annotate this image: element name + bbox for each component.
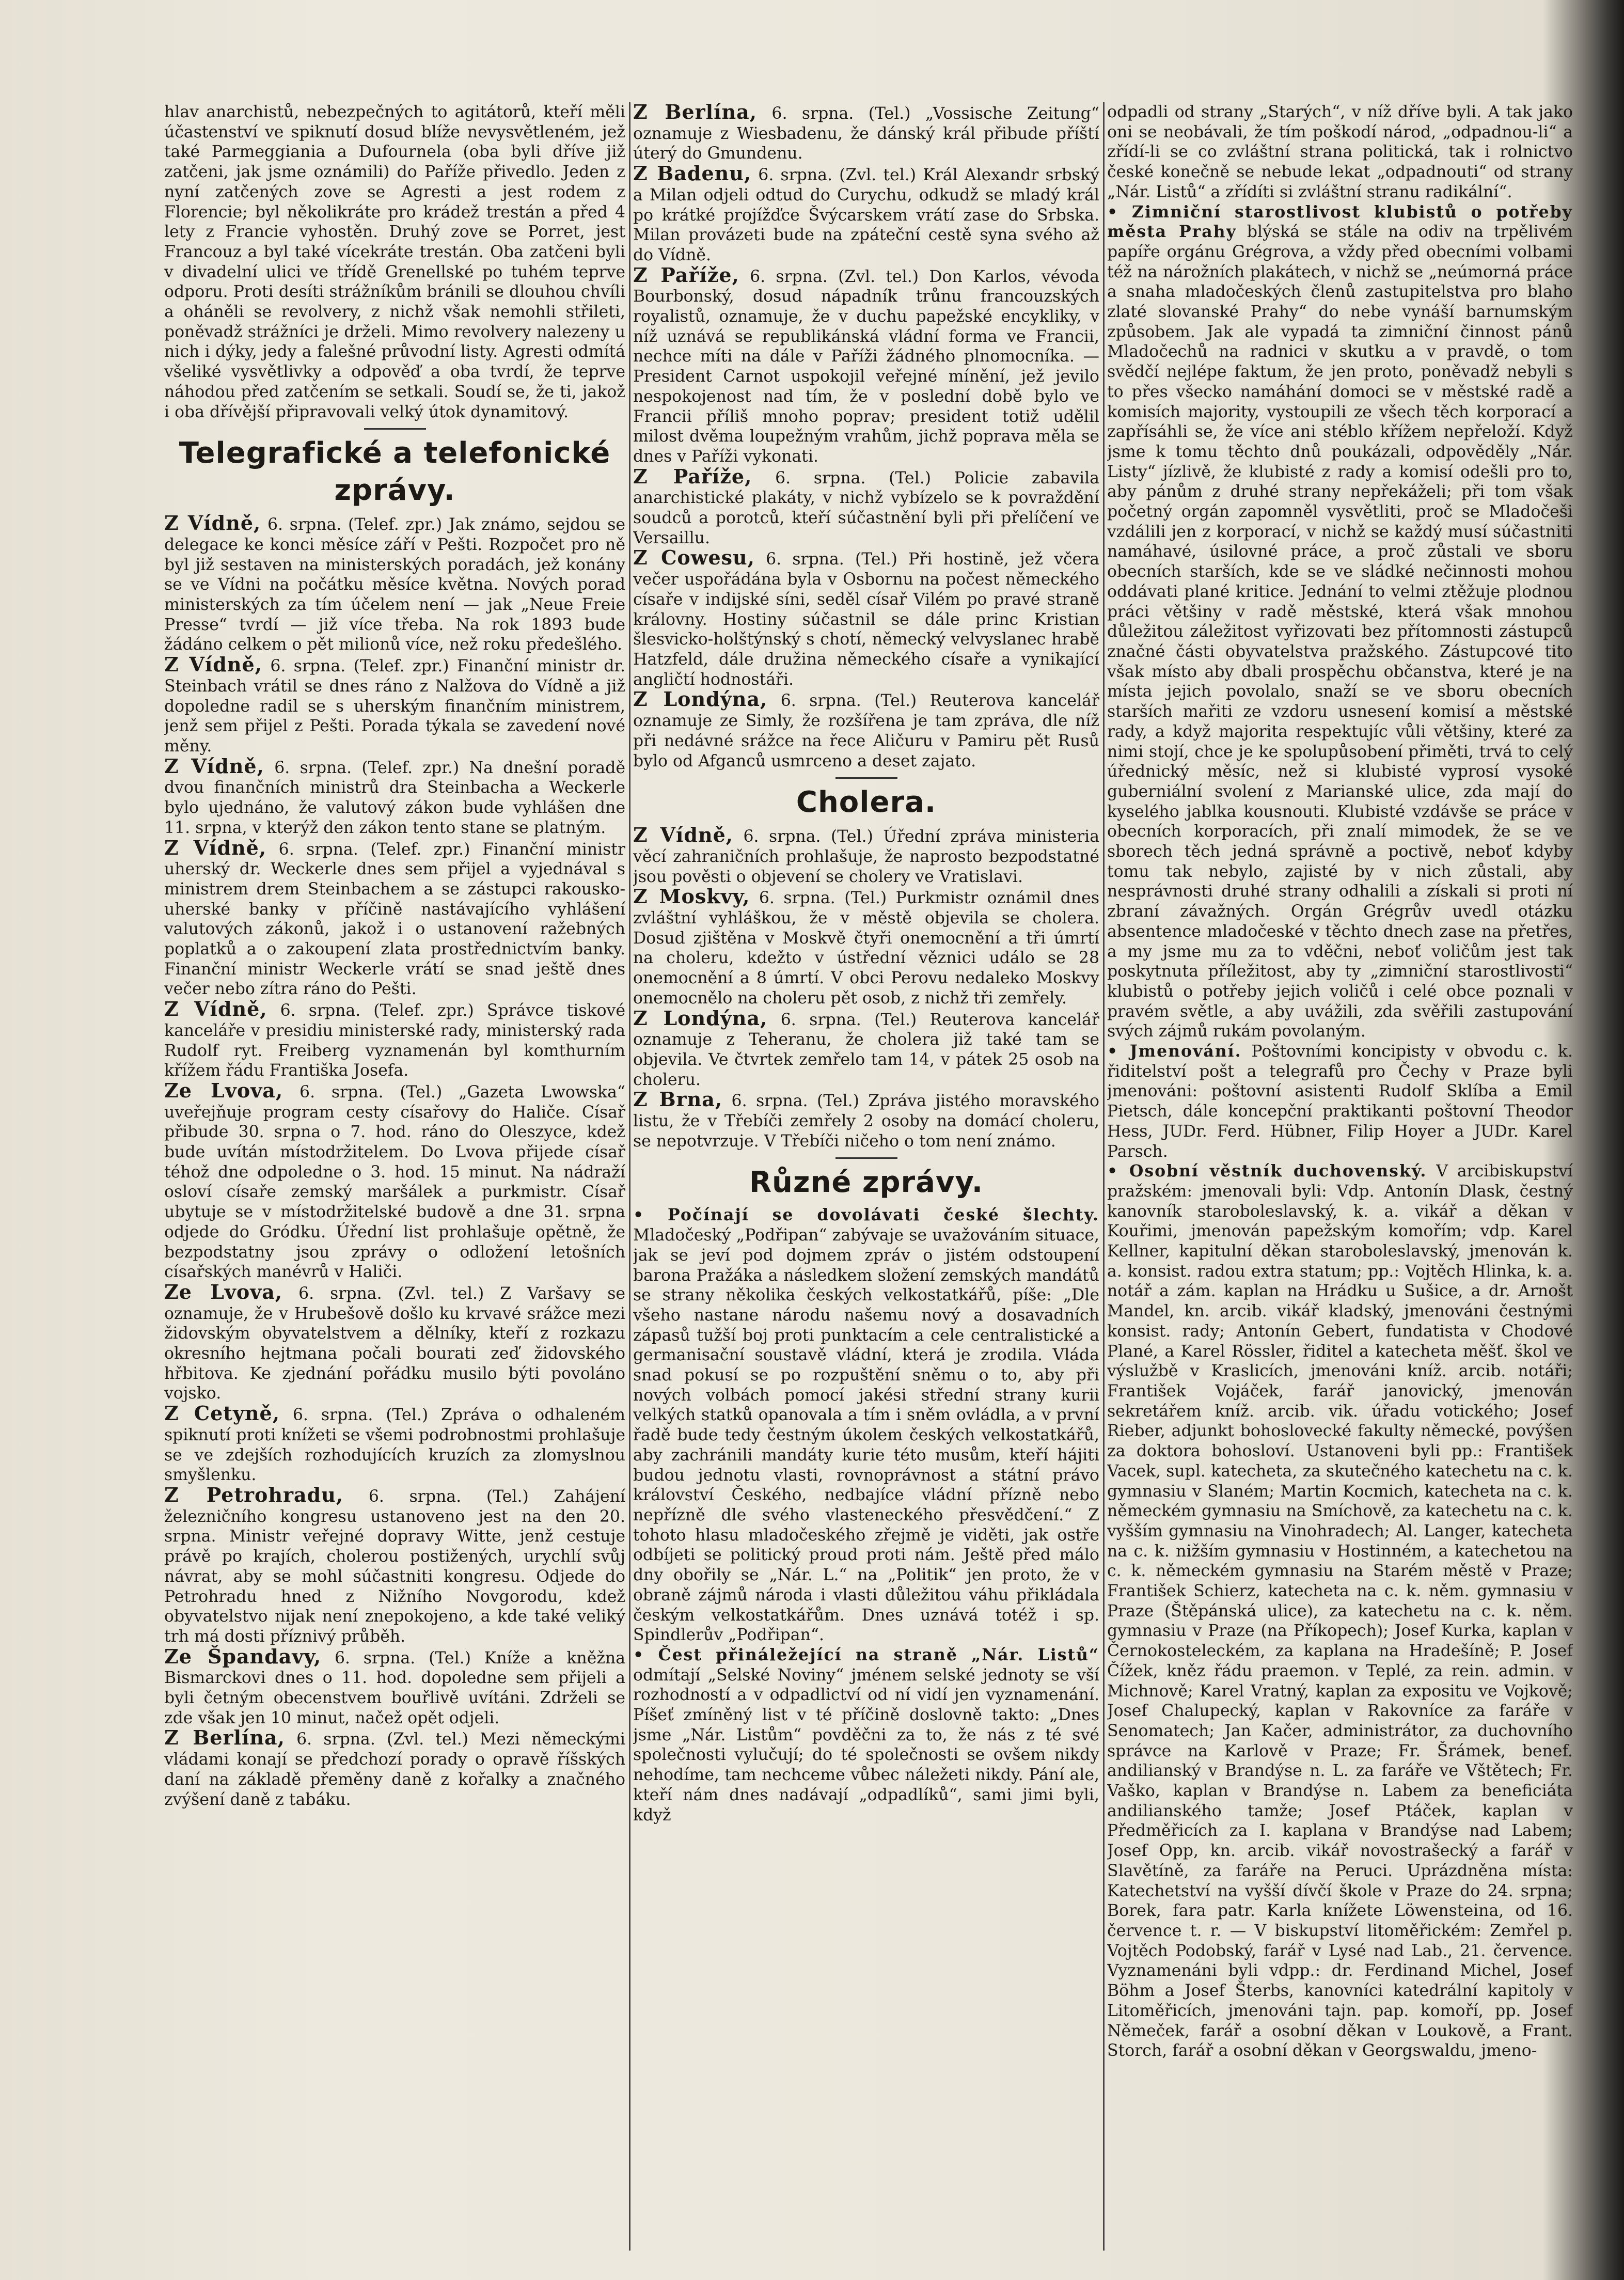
news-lead: Z Londýna, <box>633 687 768 711</box>
news-item <box>633 464 1099 548</box>
news-item <box>164 1485 625 1647</box>
news-item <box>633 825 1099 887</box>
news-item <box>633 1645 1099 1825</box>
separator-line <box>364 428 426 430</box>
news-item <box>164 1728 625 1810</box>
column-2 <box>633 102 1099 2251</box>
news-item <box>633 1205 1099 1645</box>
news-text: 6. srpna. (Telef. zpr.) Finanční ministr uherský dr. Weckerle dnes sem přijel a vyjednával s ministrem drem Steinbachem a se zástupci rakousko-uherské banky v příčině nastávajícího vyhlášení valutových zákonů, jakož i o ustanovení ražebných poplatků a o zakoupení zlata prostřednictvím banky. Finanční ministr Weckerle vrátí se snad ještě dnes večer nebo zítra ráno do Pešti. <box>164 840 625 999</box>
news-lead: Z Berlína, <box>164 1726 285 1750</box>
news-item <box>633 1006 1099 1090</box>
intro-paragraph: hlav anarchistů, nebezpečných to agitátorů, kteří měli účastenství ve spiknutí dosud blíže nevysvětleném, jež také Parmeggiania a Dufournela (oba byli dříve již zatčeni, jak jsme oznámili) do Paříže přivedlo. Jeden z nyní zatčených zove se Agresti a jest rodem z Florencie; byl několikráte pro krádež trestán a před 4 lety z Francie vyhostěn. Druhý zove se Porret, jest Francouz a byl také vícekráte trestán. Oba zatčeni byli v divadelní ulici ve třídě Grenellské po tuhém teprve odporu. Proti desíti strážníkům bránili se dlouhou chvíli a oháněli se revolvery, z nichž však nemohli střileti, poněvadž strážníci je drželi. Mimo revolvery nalezeny u nich i dýky, jedy a falešné průvodní listy. Agresti odmítá všeliké vysvětlivky a odpověď a oba tvrdí, že teprve náhodou před zatčením se setkali. Soudí se, že ti, jakož i oba dřívější připravovali velký útok dynamitový. <box>164 103 625 421</box>
news-lead: Z Berlína, <box>633 102 758 123</box>
column-1 <box>164 102 625 2251</box>
news-text: 6. srpna. (Telef. zpr.) Finanční ministr dr. Steinbach vrátil se dnes ráno z Nalžova do Vídně a již dopoledne radil se s uherským finančním ministrem, jenž sem přijel z Pešti. Porada týkala se zavedení nové měny. <box>164 657 625 756</box>
news-lead: Z Petrohradu, <box>164 1483 344 1506</box>
news-list <box>1107 202 1573 2061</box>
news-list <box>633 825 1099 1151</box>
news-lead: Z Vídně, <box>164 836 267 859</box>
news-text: 6. srpna. (Tel.) Purkmistr oznámil dnes zvláštní vyhláškou, že v městě objevila se cholera. Dosud zjištěna v Moskvě čtyři onemocnění a tři úmrtí na choleru, kdežto v ústřední věznici událo se 28 onemocnění a 8 úmrtí. V obci Perovu nedaleko Moskvy onemocnělo na choleru pět osob, z nichž tři zemřely. <box>633 889 1099 1008</box>
news-item <box>164 1282 625 1404</box>
news-item <box>164 513 625 655</box>
news-lead: Z Londýna, <box>633 1006 768 1030</box>
news-text: 6. srpna. (Tel.) Úřední zpráva ministeria věcí zahraničních prohlašuje, že naprosto bezpodstatné jsou pověsti o objevení se cholery ve Vratislavi. <box>633 827 1099 886</box>
news-list <box>164 513 625 1810</box>
news-lead: Z Paříže, <box>633 263 739 287</box>
separator-line <box>835 1157 897 1159</box>
news-item <box>1107 202 1573 1042</box>
news-item <box>633 887 1099 1008</box>
news-lead: Z Vídně, <box>164 754 264 778</box>
news-item <box>164 1078 625 1282</box>
news-text: 6. srpna. (Zvl. tel.) Don Karlos, vévoda Bourbonský, dosud nápadník trůnu francouzských royalistů, oznamuje, že v duchu papežské encykliky, v níž uznává se republikánská vládní forma ve Francii, nechce míti na dále v Paříži žádného plnomocníka. — President Carnot uspokojil veřejné mínění, jež jevilo nespokojenost nad tím, že v poslední době bylo ve Francii příliš mnoho poprav; president totiž udělil milost dvěma loupežným vrahům, jichž poprava měla se dnes v Paříži vykonati. <box>633 267 1099 466</box>
intro-paragraph: odpadli od strany „Starých“, v níž dříve byli. A tak jako oni se neobávali, že tím poškodí národ, „odpadnou-li“ a zřídí-li se co zvláštní strana politická, tak i rolnictvo české konečně se nebude lekat „odpadnouti“ od strany „Nár. Listů“ a zřídíti si zvláštní stranu radikální“. <box>1107 103 1573 201</box>
news-item <box>164 754 625 838</box>
news-item <box>633 689 1099 771</box>
news-item <box>633 102 1099 164</box>
news-lead: • Čest přináležející na straně „Nár. Listů“ <box>633 1645 1099 1664</box>
news-list <box>633 1205 1099 1825</box>
news-lead: Z Badenu, <box>633 162 752 185</box>
news-lead: • Osobní věstník duchovenský. <box>1107 1161 1427 1181</box>
news-lead: Ze Lvova, <box>164 1280 283 1303</box>
news-item <box>633 265 1099 467</box>
news-item <box>164 838 625 1000</box>
news-text: 6. srpna. (Tel.) Reuterova kancelář oznamuje ze Simly, že rozšířena je tam zpráva, dle níž při nedávné srážce na řece Aličuru v Pamiru pět Rusů bylo od Afganců usmrceno a deset zajato. <box>633 691 1099 771</box>
news-item <box>164 999 625 1081</box>
news-lead: • Zimniční starostlivost klubistů o potřeby města Prahy <box>1107 202 1573 242</box>
news-text: odmítají „Selské Noviny“ jménem selské jednoty se vší rozhodností a v odpadlictví od ní vidí jen vyznamenání. Píšeť zmíněný list v té příčině doslovně takto: „Dnes jsme „Nár. Listům“ povděčni za to, že nás z té své společnosti vylučují; do té společnosti se ovšem nikdy nehodíme, tam nechceme vůbec náležeti nikdy. Pání ale, kteří nám dnes nadávají „odpadlíků“, sami jimi byli, když <box>633 1665 1099 1825</box>
news-text: 6. srpna. (Zvl. tel.) Král Alexandr srbský a Milan odjeli odtud do Curychu, odkudž se mladý král po krátké projížďce Švýcarskem vrátí zase do Srbska. Milan provázeti bude na zpáteční cestě syna svého až do Vídně. <box>633 166 1099 264</box>
news-text: Poštovními koncipisty v obvodu c. k. řiditelství pošt a telegrafů pro Čechy v Praze byli jmenováni: poštovní asistenti Rudolf Sklíba a Emil Pietsch, dále koncepční praktikanti poštovní Theodor Hess, JUDr. Ferd. Hübner, Filip Hoyer a JUDr. Karel Parsch. <box>1107 1042 1573 1161</box>
news-text: 6. srpna. (Tel.) Při hostině, jež včera večer uspořádána byla v Osbornu na počest německého císaře v indijské síni, seděl císař Vilém po pravé straně královny. Hostiny súčastnil se dále princ Kristian šlesvicko-holštýnský s chotí, německý velvyslanec hrabě Hatzfeld, dále družina německého císaře a vynikající angličtí hodnostáři. <box>633 550 1099 689</box>
news-text: 6. srpna. (Tel.) Zpráva o odhaleném spiknutí proti knížeti se všemi podrobnostmi prohlašuje se ve zdejších rozhodujících kruzích za zlomyslnou smyšlenku. <box>164 1406 625 1485</box>
news-list <box>633 102 1099 771</box>
news-item <box>633 1090 1099 1151</box>
news-item <box>1107 1161 1573 2061</box>
news-item <box>633 164 1099 265</box>
news-text: V arcibiskupství pražském: jmenovali byli: Vdp. Antonín Dlask, čestný kanovník staroboleslavský, k. a. vikář a děkan v Kouřimi, jmenován papežským komořím; vdp. Karel Kellner, kapitulní děkan staroboleslavský, jmenován k. a. konsist. radou extra statum; pp.: Vojtěch Hlinka, k. a. notář a zám. kaplan na Hrádku u Sušice, a dr. Arnošt Mandel, kn. arcib. vikář kladský, jmenováni čestnými konsist. rady; Antonín Gebert, fundatista v Chodové Plané, a Karel Rössler, řiditel a katecheta měšť. škol ve výslužbě v Kraslicích, jmenováni kníž. arcib. notáři; František Vojáček, farář janovický, jmenován sekretářem kníž. arcib. vik. úřadu votického; Josef Rieber, adjunkt bohoslovecké fakulty německé, povýšen za doktora bohosloví. Ustanoveni byli pp.: František Vacek, supl. katecheta, za skutečného katechetu na c. k. gymnasiu v Slaném; Martin Kocmich, katecheta na c. k. německém gymnasiu na Smíchově, za katechetu na c. k. vyšším gymnasiu na Vinohradech; Al. Langer, katecheta na c. k. nižším gymnasiu v Hostinném, a katechetou na c. k. německém gymnasiu na Starém městě v Praze; František Schierz, katecheta na c. k. něm. gymnasiu v Praze (Štěpánská ulice), za katechetu na c. k. něm. gymnasiu v Praze (na Příkopech); Josef Kurka, kaplan v Černokosteleckém, za kaplana na Hradešíně; P. Josef Čížek, kněz řádu praemon. v Teplé, za rein. admin. v Michnově; Karel Vratný, kaplan za expositu ve Vojkově; Josef Chalupecký, kaplan v Rakovníce za faráře v Senomatech; Jan Kačer, administrátor, za duchovního správce na Karlově v Praze; Fr. Šrámek, benef. andilianský v Brandýse n. L. za faráře ve Vštětech; Fr. Vaško, kaplan v Brandýse n. Labem za beneficiáta andilianského tamže; Josef Ptáček, kaplan v Předměřicích za I. kaplana v Brandýse nad Labem; Josef Opp, kn. arcib. vikář novostrašecký a farář v Slavětíně, za faráře na Peruci. Uprázdněna místa: Katechetství na vyšší dívčí škole v Praze do 24. srpna; Borek, fara patr. Karla knížete Löwensteina, od 16. července t. r. — V biskupství litoměřickém: Zemřel p. Vojtěch Podobský, farář v Lysé nad Lab., 21. července. Vyznamenáni byli vdpp.: dr. Ferdinand Michel, Josef Böhm a Josef Šterbs, kanovníci katedrální kapitoly v Litoměřicích, jmenováni tajn. pap. komoří, pp. Josef Němeček, farář a osobní děkan v Loukově, a Frant. Storch, farář a osobní děkan v Georgswaldu, jmeno- <box>1107 1162 1573 2061</box>
separator-line <box>835 777 897 779</box>
news-lead: Z Vídně, <box>164 653 262 677</box>
column-3 <box>1107 102 1573 2251</box>
news-text: 6. srpna. (Telef. zpr.) Na dnešní poradě dvou finančních ministrů dra Steinbacha a Weckerle bylo ujednáno, že valutový zákon bude vyhlášen dne 11. srpna, v kterýž den zákon tento stane se platným. <box>164 758 625 837</box>
columns <box>164 102 1573 2251</box>
news-text: 6. srpna. (Tel.) Policie zabavila anarchistické plakáty, v nichž vybízelo se k povraždění soudců a porotců, kteří súčastnění byli při přelíčení ve Versaillu. <box>633 468 1099 547</box>
news-lead: Z Cowesu, <box>633 546 755 570</box>
news-lead: • Jmenování. <box>1107 1042 1242 1061</box>
news-lead: Z Brna, <box>633 1088 723 1111</box>
section-heading: Telegrafické a telefonické zprávy. <box>179 436 611 508</box>
news-text: 6. srpna. (Tel.) „Gazeta Lwowska“ uveřejňuje program cesty císařovy do Haliče. Císař přibude 30. srpna o 7. hod. ráno do Oleszyce, kdež bude uvítán místodržitelem. Do Lvova přijede císař téhož dne odpoledne o 3. hod. 15 minut. Na nádraží osloví císaře zemský maršálek a purkmistr. Císař ubytuje se v místodržitelské budově a dne 31. srpna odjede do Gródku. Úřední list prohlašuje opětně, že bezpodstatny jsou zprávy o odložení letošních císařských manévrů v Haliči. <box>164 1082 625 1282</box>
news-item <box>164 1404 625 1485</box>
news-lead: Z Vídně, <box>164 997 267 1021</box>
news-lead: Ze Lvova, <box>164 1078 283 1102</box>
news-item <box>1107 1042 1573 1161</box>
news-item <box>164 1644 625 1728</box>
news-text: 6. srpna. (Zvl. tel.) Mezi německými vládami konají se předchozí porady o opravě říšských daní na základě přeměny daně z kořalky a značného zvýšení daně z tabáku. <box>164 1730 625 1809</box>
news-lead: Z Cetyně, <box>164 1402 280 1425</box>
news-text: 6. srpna. (Tel.) Kníže a kněžna Bismarckovi dnes o 11. hod. dopoledne sem přijeli a byli četným obecenstvem bouřlivě uvítáni. Zdrželi se zde však jen 10 minut, načež opět odjeli. <box>164 1648 625 1727</box>
news-item <box>633 548 1099 689</box>
news-lead: Ze Špandavy, <box>164 1644 322 1668</box>
news-text: 6. srpna. (Tel.) Zahájení železničního kongresu ustanoveno jest na den 20. srpna. Ministr veřejné dopravy Witte, jenž cestuje právě po krajích, cholerou postižených, urychlí svůj návrat, aby se mohl súčastniti kongresu. Odjede do Petrohradu hned z Nižního Novgorodu, kdež obyvatelstvo nijak není znepokojeno, a kde také veliký trh má dosti příznivý průběh. <box>164 1487 625 1646</box>
section-heading-ruzne: Různé zprávy. <box>749 1166 984 1200</box>
section-heading-cholera: Cholera. <box>796 785 937 820</box>
news-lead: Z Vídně, <box>633 823 733 847</box>
news-text: 6. srpna. (Tel.) Zpráva jistého moravského listu, že v Třebíči zemřely 2 osoby na domácí choleru, se nepotvrzuje. V Třebíči ničeho o tom není známo. <box>633 1092 1099 1151</box>
news-lead: • Počínají se dovolávati české šlechty. <box>633 1205 1099 1225</box>
news-text: Mladočeský „Podřipan“ zabývaje se uvažováním situace, jak se jeví pod dojmem zpráv o jistém odstoupení barona Pražáka a následkem složení zemských mandátů se strany několika českých velkostatkářů, píše: „Dle všeho nastane národu našemu nový a dosavadních zápasů tužší boj proti punktacím a cele centralistické a germanisační soustavě vládní, která je zrodila. Vláda snad pokusí se po rozpuštění sněmu o to, aby při nových volbách pomocí jakési střední strany kurii velkých statků opanovala a tím i sněm ovládla, a v první řadě bude tedy čestným úkolem českých velkostatkářů, aby zachránili mandáty kurie této musům, kteří hájiti budou jednotu vlasti, rovnoprávnost a státní právo království Českého, nedbajíce vládní přízně nebo nepřízně dle svého vlasteneckého přesvědčení.“ Z tohoto hlasu mladočeského zřejmě je viděti, jak ostře odbíjeti se politický proud proti nám. Ještě před málo dny obořily se „Nár. L.“ na „Politik“ jen proto, že v obraně zájmů národa i vlasti důležitou váhu přikládala českým velkostatkářům. Dnes uznává totéž i sp. Spindlerův „Podřipan“. <box>633 1226 1099 1645</box>
news-text: 6. srpna. (Telef. zpr.) Správce tiskové kanceláře v presidiu ministerské rady, ministerský rada Rudolf ryt. Freiberg vyznamenán byl komthurním křížem řádu Františka Josefa. <box>164 1001 625 1080</box>
news-text: 6. srpna. (Telef. zpr.) Jak známo, sejdou se delegace ke konci měsíce září v Pešti. Rozpočet pro ně byl již sestaven na ministerských poradách, jež konány se ve Vídni na počátku měsíce května. Nových porad ministerských za tím účelem není — jak „Neue Freie Presse“ tvrdí — již více třeba. Na rok 1893 bude žádáno celkem o pět milionů více, než roku předešlého. <box>164 515 625 654</box>
news-text: 6. srpna. (Tel.) Reuterova kancelář oznamuje z Teheranu, že cholera již také tam se objevila. Ve čtvrtek zemřelo tam 14, v pátek 25 osob na choleru. <box>633 1010 1099 1089</box>
news-lead: Z Paříže, <box>633 464 752 488</box>
news-text: 6. srpna. (Zvl. tel.) Z Varšavy se oznamuje, že v Hrubešově došlo ku krvavé srážce mezi židovským obyvatelstvem a dělníky, kteří z rozkazu okresního hejtmana počali bourati zeď židovského hřbitova. Ke zjednání pořádku musilo býti povoláno vojsko. <box>164 1284 625 1403</box>
news-lead: Z Vídně, <box>164 511 261 535</box>
news-text: blýská se stále na odiv na trpělivém papíře orgánu Grégrova, a vždy před obecními volbami též na nárožních plakátech, v nichž se „neúmorná práce a snaha mladočeských členů zastupitelstva pro blaho zlaté slovanské Prahy“ do nebe vynáší barnumským způsobem. Jak ale vypadá ta zimniční činnost pánů Mladočechů na radnici v skutku a v pravdě, o tom svědčí nejlépe faktum, že jen proto, poněvadž nebyli s to přes všecko namáhání domoci se v městské radě a komisích majority, vystoupili ze všech těch korporací a zapřísáhli se, že více ani stéblo křížem nepřeloží. Když jsme k tomu těchto dnů poukázali, odpověděly „Nár. Listy“ jízlivě, že klubisté z rady a komisí odešli pro to, aby pánům z druhé strany nepřekáželi; při tom však početný orgán zapomněl vysvětliti, proč se Mladočeši vzdálili jen z korporací, v nichž se každý musí súčastniti namáhavé, úsilovné práce, a proč zůstali ve sboru obecních starších, kde se ve sládké nečinnosti mohou oddávati plané kritice. Jednání to velmi ztěžuje plodnou práci většiny v radě městské, která však mnohou důležitou záležitost vyřizovati bez přítomnosti zástupců značné části obyvatelstva pražského. Zástupcové tito však místo aby dbali prospěchu občanstva, které je na místa jejich povolalo, snaží se ve sboru obecních starších mařiti ze vzdoru usnesení komisí a městské rady, a když majorita respektujíc vůli většiny, které za nimi stojí, chce je ke spolupůsobení přiměti, trvá to celý úřednický měsíc, než si klubisté vyprosí vysoké guberniální svolení z Marianské ulice, zda mají do kyselého jablka kousnouti. Klubisté vzdávše se práce v obecních korporacích, při znalí mimodek, že se ve sborech těch jedná správně a poctivě, neboť kdyby tomu tak nebylo, zajisté by v nich zůstali, aby nesprávnosti druhé strany odhalili a získali si proti ní zbraní závažných. Orgán Grégrův uvedl otázku absentence mladočeské v těchto dnech zase na přetřes, a my jsme mu za to vděčni, neboť voličům jest tak poskytnuta příležitost, aby ty „zimniční starostlivosti“ klubistů o potřeby jejich voličů i celé obce poznali v pravém světle, a aby uvážili, zda svěřili zastupování svých zájmů rukám povolaným. <box>1107 223 1573 1041</box>
news-item <box>164 655 625 757</box>
news-lead: Z Moskvy, <box>633 885 750 908</box>
news-text: 6. srpna. (Tel.) „Vossische Zeitung“ oznamuje z Wiesbadenu, že dánský král přibude příští úterý do Gmundenu. <box>633 104 1099 163</box>
